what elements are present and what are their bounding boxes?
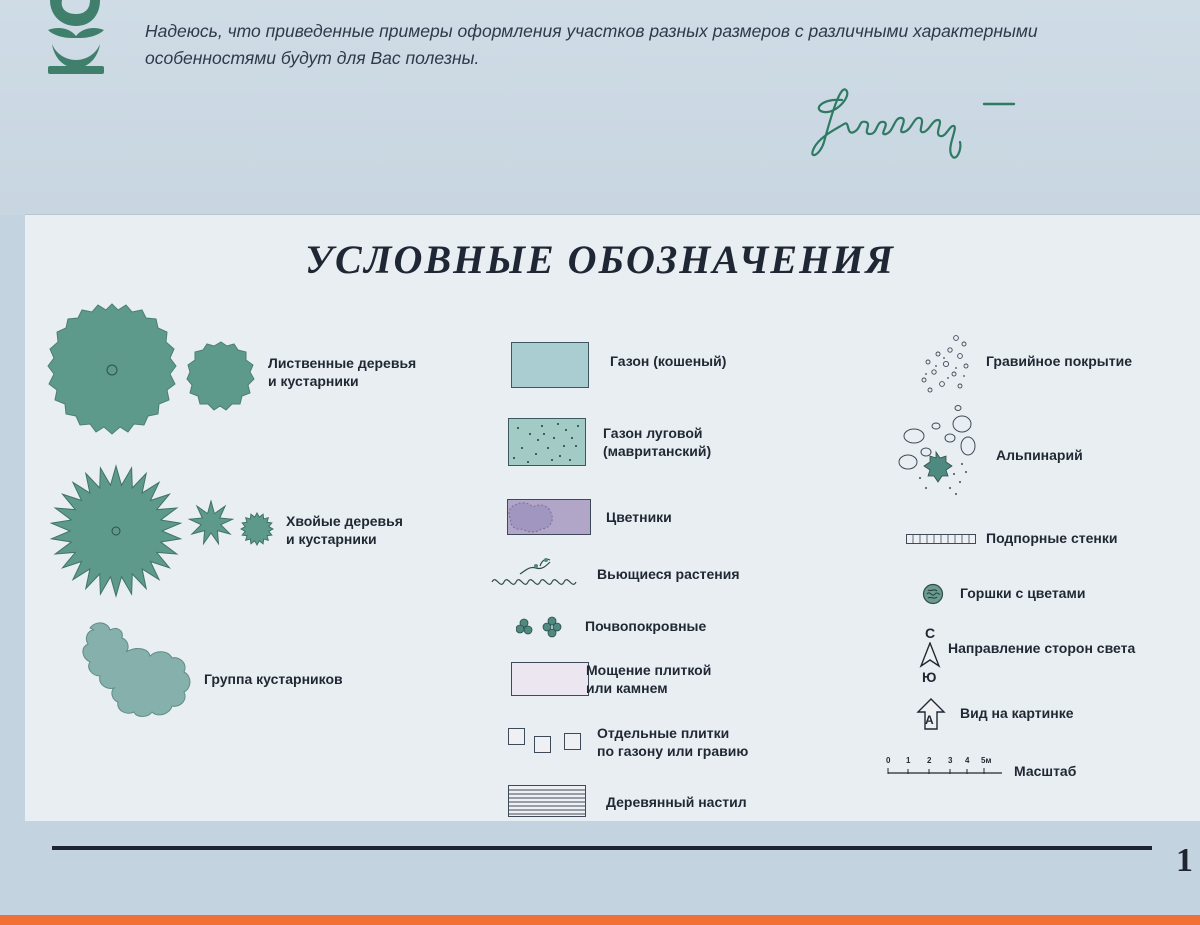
lawn-meadow-icon	[508, 418, 586, 466]
stepping-tiles-icon	[508, 728, 584, 754]
decking-label: Деревянный настил	[606, 794, 747, 810]
scale-tick-2: 2	[927, 756, 932, 765]
scale-label: Масштаб	[1014, 763, 1077, 779]
deciduous-tree-large-icon	[46, 302, 178, 440]
flower-pots-label: Горшки с цветами	[960, 585, 1086, 601]
intro-text: Надеюсь, что приведенные примеры оформления участков разных размеров с различными характерными особенностями будут для Вас полезны.	[145, 21, 1038, 68]
signature	[808, 70, 1028, 170]
flower-pot-icon	[922, 583, 944, 605]
climbing-plants-icon	[490, 552, 586, 588]
legend-title: УСЛОВНЫЕ ОБОЗНАЧЕНИЯ	[305, 237, 895, 282]
paving-icon	[511, 662, 589, 696]
scale-ruler-icon	[886, 767, 1004, 775]
gravel-label: Гравийное покрытие	[986, 353, 1133, 369]
scale-tick-5: 5м	[981, 756, 992, 765]
conifer-medium-icon	[188, 500, 234, 546]
view-label: Вид на картинке	[960, 705, 1074, 721]
deciduous-label: Лиственные деревья и кустарники	[268, 355, 417, 389]
flowerbeds-label: Цветники	[606, 509, 672, 525]
scale-tick-3: 3	[948, 756, 953, 765]
climbing-plants-label: Вьющиеся растения	[597, 566, 740, 582]
scale-tick-1: 1	[906, 756, 911, 765]
retaining-walls-label: Подпорные стенки	[986, 530, 1118, 546]
paving-label: Мощение плиткой или камнем	[586, 662, 712, 696]
stepping-tiles-label: Отдельные плитки по газону или гравию	[597, 725, 749, 759]
groundcover-label: Почвопокровные	[585, 618, 707, 634]
lawn-mown-label: Газон (кошеный)	[610, 353, 727, 369]
compass-arrow-icon	[919, 642, 941, 668]
gravel-icon	[916, 330, 976, 394]
shrub-group-icon	[76, 620, 198, 720]
groundcover-icon	[516, 614, 564, 638]
compass-label: Направление сторон света	[948, 640, 1136, 656]
lawn-meadow-label: Газон луговой (мавританский)	[603, 425, 712, 459]
ornament-icon	[44, 0, 106, 76]
conifer-large-icon	[50, 464, 182, 598]
lawn-mown-icon	[511, 342, 589, 388]
orange-strip	[0, 915, 1200, 925]
deciduous-tree-small-icon	[186, 340, 256, 412]
scale-bar	[886, 756, 1004, 782]
conifer-small-icon	[240, 512, 274, 546]
page-number: 1	[1176, 842, 1193, 879]
compass-south-letter: Ю	[922, 669, 937, 685]
retaining-wall-icon	[906, 534, 976, 544]
shrub-group-label: Группа кустарников	[204, 671, 343, 687]
scale-tick-0: 0	[886, 756, 891, 765]
rockery-label: Альпинарий	[996, 447, 1083, 463]
rockery-icon	[896, 404, 982, 504]
flowerbed-icon	[507, 499, 591, 535]
decking-icon	[508, 785, 586, 817]
bottom-rule	[52, 846, 1152, 850]
view-letter: А	[925, 713, 934, 727]
scale-tick-4: 4	[965, 756, 970, 765]
conifers-label: Хвойые деревья и кустарники	[286, 513, 403, 547]
compass-north-letter: С	[925, 625, 936, 641]
